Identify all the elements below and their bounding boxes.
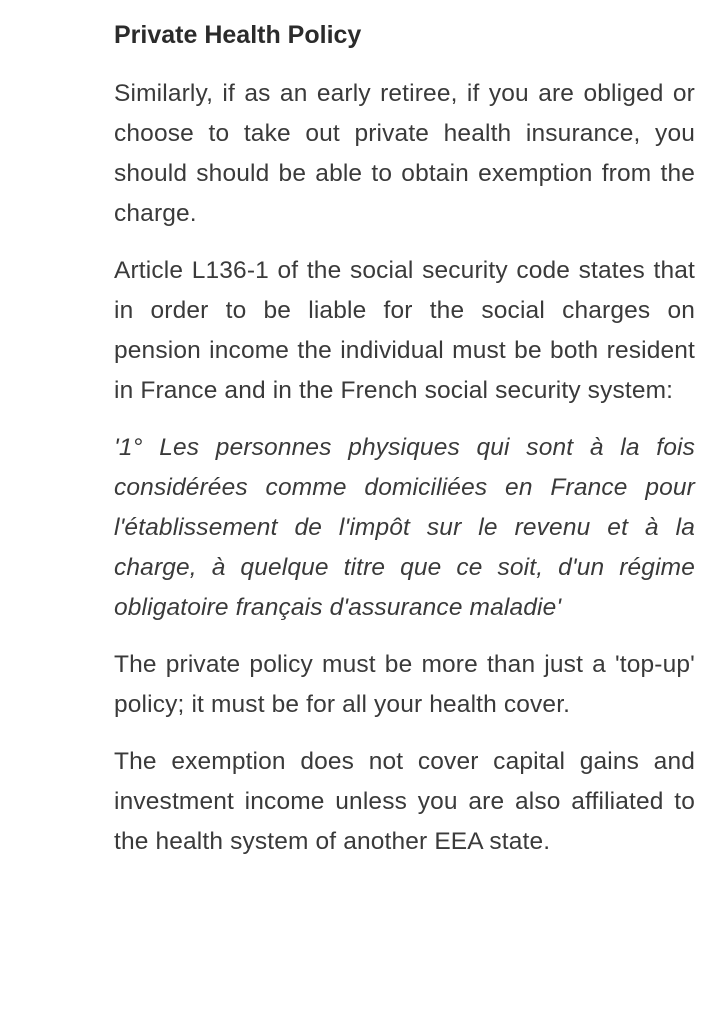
paragraph-private-insurance: Similarly, if as an early retiree, if you are obliged or choose to take out private health insurance, you should should be able to obtain exemption from the charge. bbox=[114, 80, 695, 227]
quoted-legal-text: '1° Les personnes physiques qui sont à la fois considérées comme domiciliées en France pour l'établissement de l'impôt sur le revenu et à la charge, à quelque titre que ce soit, d'un régime obligatoire français d'assurance maladie' bbox=[114, 434, 695, 621]
article-body bbox=[114, 16, 695, 879]
section-heading: Private Health Policy bbox=[114, 21, 362, 49]
paragraph-article-l136-1: Article L136-1 of the social security code states that in order to be liable for the social charges on pension income the individual must be both resident in France and in the French social security system: bbox=[114, 257, 695, 404]
paragraph-exemption-scope: The exemption does not cover capital gains and investment income unless you are also affiliated to the health system of another EEA state. bbox=[114, 748, 695, 855]
paragraph-top-up-policy: The private policy must be more than just a 'top-up' policy; it must be for all your health cover. bbox=[114, 651, 695, 718]
